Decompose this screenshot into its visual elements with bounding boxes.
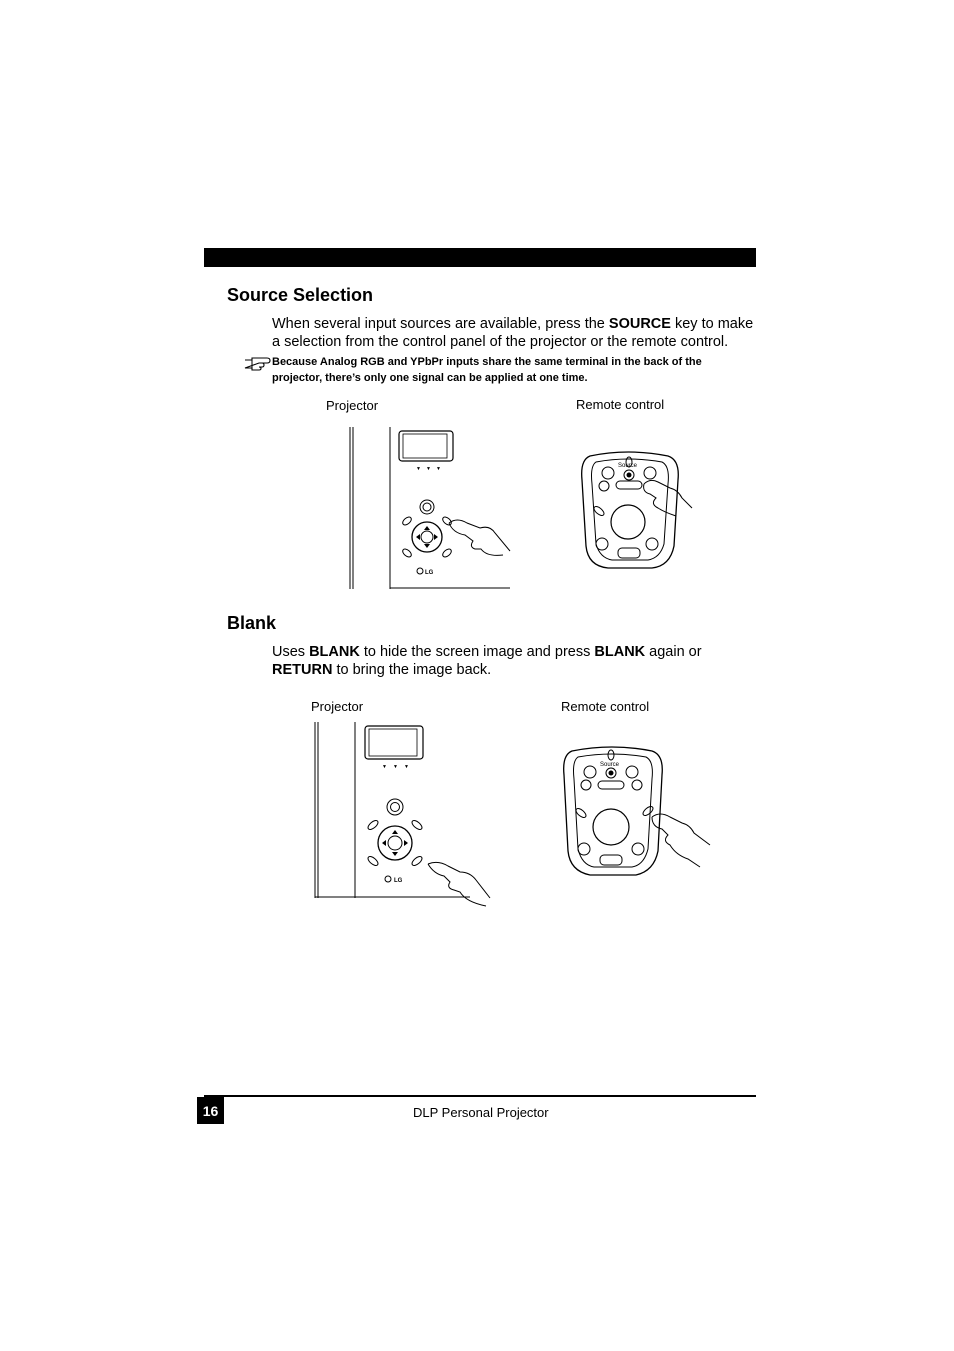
remote-source-label: Source bbox=[618, 463, 638, 469]
footer-title: DLP Personal Projector bbox=[413, 1105, 549, 1120]
footer-rule bbox=[204, 1095, 756, 1097]
svg-text:▼: ▼ bbox=[382, 764, 387, 770]
remote-control-illustration-blank bbox=[560, 745, 716, 879]
blank-heading: Blank bbox=[227, 613, 277, 633]
source-note: Because Analog RGB and YPbPr inputs share the same terminal in the back of the projector, there’s only one signal can be applied at one time. bbox=[272, 356, 702, 384]
svg-text:▼: ▼ bbox=[416, 466, 421, 472]
svg-text:▼: ▼ bbox=[426, 466, 431, 472]
projector-logo: LG bbox=[425, 570, 434, 576]
projector-caption-blank: Projector bbox=[311, 699, 364, 714]
pointing-hand-note-icon bbox=[243, 356, 271, 372]
projector-control-panel-illustration bbox=[345, 425, 515, 591]
svg-text:▼: ▼ bbox=[436, 466, 441, 472]
source-selection-paragraph: When several input sources are available, press the SOURCE key to make a selection from the control panel of the projector or the remote control. bbox=[272, 316, 754, 350]
remote-caption-blank: Remote control bbox=[561, 699, 650, 714]
svg-text:▼: ▼ bbox=[393, 764, 398, 770]
source-selection-heading: Source Selection bbox=[227, 285, 374, 305]
projector-logo-blank: LG bbox=[394, 878, 403, 884]
blank-paragraph: Uses BLANK to hide the screen image and press BLANK again or RETURN to bring the image back. bbox=[272, 644, 702, 678]
remote-caption: Remote control bbox=[576, 397, 665, 412]
projector-caption: Projector bbox=[326, 398, 379, 413]
remote-source-label-blank: Source bbox=[600, 762, 620, 768]
svg-text:▼: ▼ bbox=[404, 764, 409, 770]
page-number: 16 bbox=[197, 1097, 224, 1124]
header-bar bbox=[204, 248, 756, 267]
remote-control-illustration bbox=[578, 450, 698, 572]
projector-control-panel-illustration-blank bbox=[310, 720, 500, 912]
